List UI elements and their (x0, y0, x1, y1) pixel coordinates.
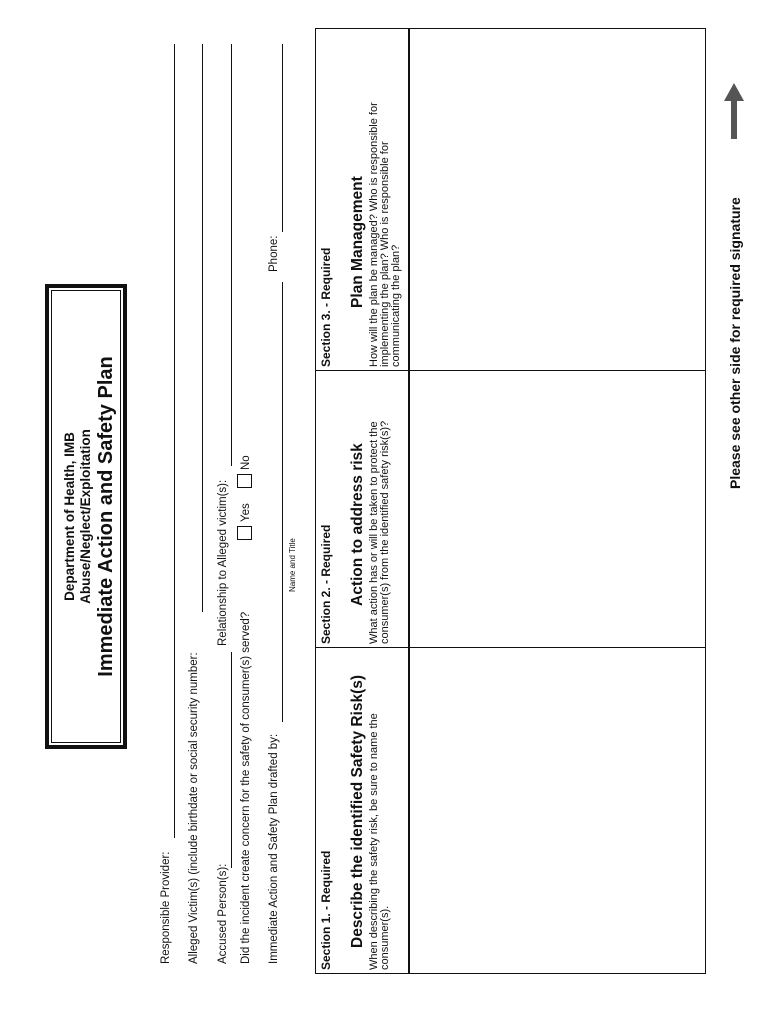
department-line: Department of Health, IMB (62, 432, 77, 601)
drafted-by-field[interactable] (282, 282, 283, 722)
section-2-desc: What action has or will be taken to protect the consumer(s) from the identified safety risk(s)? (368, 420, 391, 644)
accused-persons-label: Accused Person(s): (217, 863, 229, 964)
section-3-desc: How will the plan be managed? Who is responsible for implementing the plan? Who is responsible for communicating the plan? (368, 102, 402, 367)
responsible-provider-field[interactable] (174, 44, 175, 838)
section-1-desc: When describing the safety risk, be sure to name the consumer(s). (368, 713, 391, 970)
category-line: Abuse/Neglect/Exploitation (78, 429, 93, 604)
phone-label: Phone: (268, 235, 280, 272)
section-2-header: Section 2. - Required (319, 524, 333, 644)
section-1-entry-area[interactable] (410, 648, 705, 973)
name-title-caption: Name and Title (288, 538, 297, 592)
relationship-field[interactable] (231, 44, 232, 466)
section-3-entry-area[interactable] (410, 29, 705, 370)
alleged-victims-field[interactable] (202, 44, 203, 612)
section-2-title: Action to address risk (349, 443, 366, 606)
concern-question-label: Did the incident create concern for the safety of consumer(s) served? (240, 611, 252, 964)
title-box (45, 284, 127, 749)
yes-label: Yes (240, 503, 252, 522)
section-3-title: Plan Management (349, 176, 366, 308)
responsible-provider-label: Responsible Provider: (160, 851, 172, 964)
alleged-victims-label: Alleged Victim(s) (include birthdate or social security number: (188, 652, 200, 964)
accused-persons-field[interactable] (231, 652, 232, 868)
right-arrow-icon (722, 81, 746, 141)
form-title: Immediate Action and Safety Plan (95, 356, 117, 677)
safety-plan-table (315, 0, 707, 984)
section-1-title: Describe the identified Safety Risk(s) (349, 674, 366, 948)
section-1-header: Section 1. - Required (319, 850, 333, 970)
phone-field[interactable] (282, 44, 283, 232)
section-2-entry-area[interactable] (410, 371, 705, 647)
footer-note: Please see other side for required signature (727, 197, 743, 489)
drafted-by-label: Immediate Action and Safety Plan drafted by: (268, 733, 280, 964)
section-3-header: Section 3. - Required (319, 247, 333, 367)
no-checkbox[interactable] (237, 474, 252, 488)
relationship-label: Relationship to Alleged victim(s): (217, 479, 229, 646)
yes-checkbox[interactable] (237, 526, 252, 540)
no-label: No (240, 455, 252, 470)
